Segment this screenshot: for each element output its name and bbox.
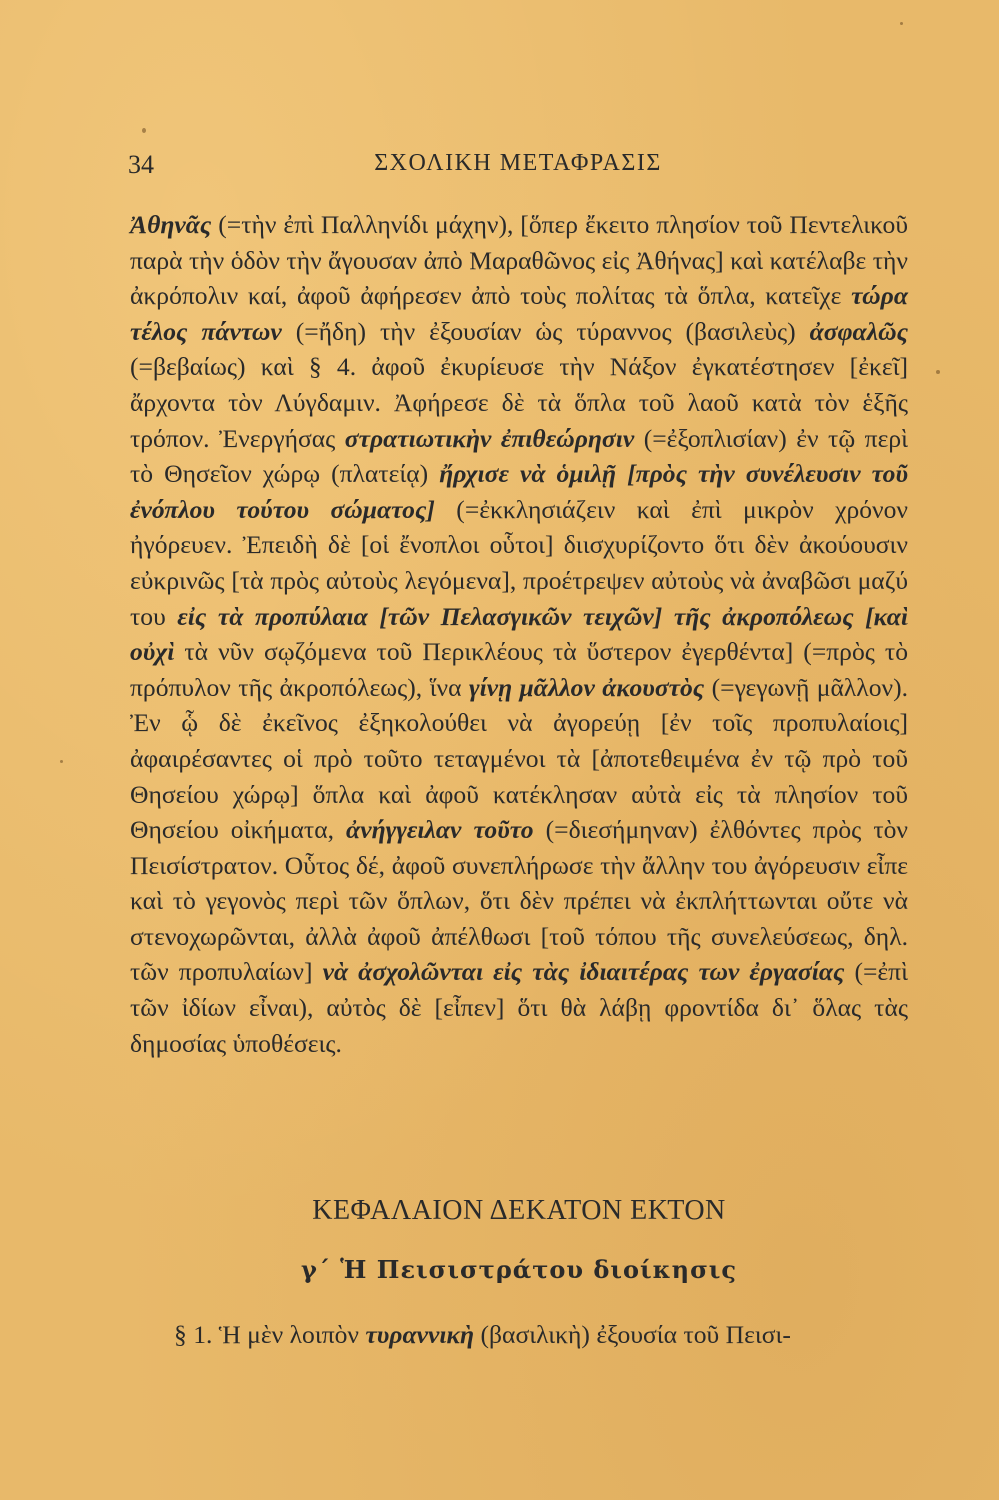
- chapter-title: ΚΕΦΑΛΑΙΟΝ ΔΕΚΑΤΟΝ ΕΚΤΟΝ: [312, 1195, 726, 1226]
- paper-speck: [142, 128, 146, 133]
- text-run: (βασιλικὴ) ἐξουσία τοῦ Πεισι-: [474, 1320, 791, 1349]
- emphasis: τώρα τέλος πάντων: [130, 281, 908, 346]
- emphasis: ἤρχισε νὰ ὁμιλῇ [πρὸς τὴν συνέλευσιν τοῦ ἐνόπλου τούτου σώματος]: [130, 459, 908, 524]
- emphasis: στρατιωτικὴν ἐπιθεώρησιν: [344, 423, 635, 453]
- text-run: § 1. Ἡ μὲν λοιπὸν: [174, 1320, 366, 1349]
- emphasis: γίνῃ μᾶλλον ἀκουστὸς: [468, 672, 705, 702]
- section-title: γ΄ Ἡ Πεισιστράτου διοίκησις: [300, 1255, 738, 1284]
- emphasis: ἀνήγγειλαν τοῦτο: [346, 815, 534, 845]
- paper-speck: [900, 22, 903, 25]
- next-paragraph: [130, 1317, 908, 1353]
- page-number: 34: [128, 150, 154, 179]
- running-title: ΣΧΟΛΙΚΗ ΜΕΤΑΦΡΑΣΙΣ: [374, 150, 662, 176]
- emphasis: ἀσφαλῶς: [809, 316, 908, 346]
- emphasis: νὰ ἀσχολῶνται εἰς τὰς ἰδιαιτέρας των ἐργασίας: [322, 957, 845, 987]
- text-run: (=τὴν ἐπὶ Παλληνίδι μάχην), [ὅπερ ἔκειτο πλησίον τοῦ Πεντελικοῦ παρὰ τὴν ὁδὸν τὴν ἄγουσαν ἀπὸ Μαραθῶνος εἰς Ἀθήνας] καὶ κατέλαβε τὴν ἀκρόπολιν καί, ἀφοῦ ἀφήρεσεν ἀπὸ τοὺς πολίτας τὰ ὅπλα, κατεῖχε: [130, 210, 908, 311]
- text-run: (=διεσήμηναν) ἐλθόντες πρὸς τὸν Πεισίστρατον. Οὗτος δέ, ἀφοῦ συνεπλήρωσε τὴν ἄλλην του ἀγόρευσιν εἶπε καὶ τὸ γεγονὸς περὶ τῶν ὅπλων, ὅτι δὲν πρέπει νὰ ἐκπλήττωνται οὔτε νὰ στενοχωρῶνται, ἀλλὰ ἀφοῦ ἀπέλθωσι [τοῦ τόπου τῆς συνελεύσεως, δηλ. τῶν προπυλαίων]: [130, 815, 908, 987]
- text-run: (=ἐπὶ τῶν ἰδίων εἶναι), αὐτὸς δὲ [εἶπεν] ὅτι θὰ λάβῃ φροντίδα δι᾽ ὅλας τὰς δημοσίας ὑποθέσεις.: [130, 957, 908, 1058]
- main-paragraph: [130, 207, 908, 1061]
- text-run: (=ἐξοπλισίαν) ἐν τῷ περὶ τὸ Θησεῖον χώρῳ (πλατείᾳ): [130, 423, 908, 489]
- paper-speck: [936, 370, 940, 374]
- emphasis: Ἀθηνᾶς: [130, 210, 212, 239]
- text-run: τὰ νῦν σῳζόμενα τοῦ Περικλέους τὰ ὕστερον ἐγερθέντα] (=πρὸς τὸ πρόπυλον τῆς ἀκροπόλεως), ἵνα: [130, 637, 908, 702]
- page-header: [128, 150, 908, 190]
- text-run: (=βεβαίως) καὶ § 4. ἀφοῦ ἐκυρίευσε τὴν Νάξον ἐγκατέστησεν [ἐκεῖ] ἄρχοντα τὸν Λύγδαμιν. Ἀφήρεσε δὲ τὰ ὅπλα τοῦ λαοῦ κατὰ τὸν ἑξῆς τρόπον. Ἐνεργήσας: [130, 352, 908, 453]
- emphasis: εἰς τὰ προπύλαια [τῶν Πελασγικῶν τειχῶν] τῆς ἀκροπόλεως [καὶ οὐχὶ: [130, 601, 908, 667]
- text-run: (=ἐκκλησιάζειν καὶ ἐπὶ μικρὸν χρόνον ἠγόρευεν. Ἐπειδὴ δὲ [οἱ ἔνοπλοι οὗτοι] διισχυρίζοντο ὅτι δὲν ἀκούουσιν εὐκρινῶς [τὰ πρὸς αὐτοὺς λεγόμενα], προέτρεψεν αὐτοὺς νὰ ἀναβῶσι μαζύ του: [130, 494, 908, 631]
- text-run: (=γεγωνῇ μᾶλλον). Ἐν ᾧ δὲ ἐκεῖνος ἐξηκολούθει νὰ ἀγορεύῃ [ἐν τοῖς προπυλαίοις] ἀφαιρέσαντες οἱ πρὸ τοῦτο τεταγμένοι τὰ [ἀποτεθειμένα ἐν τῷ πρὸ τοῦ Θησείου χώρῳ] ὅπλα καὶ ἀφοῦ κατέκλησαν αὐτὰ εἰς τὰ πλησίον τοῦ Θησείου οἰκήματα,: [130, 672, 909, 845]
- text-run: (=ἤδη) τὴν ἐξουσίαν ὡς τύραννος (βασιλεὺς): [281, 316, 810, 346]
- emphasis: τυραννικὴ: [365, 1320, 475, 1349]
- paper-speck: [60, 760, 63, 763]
